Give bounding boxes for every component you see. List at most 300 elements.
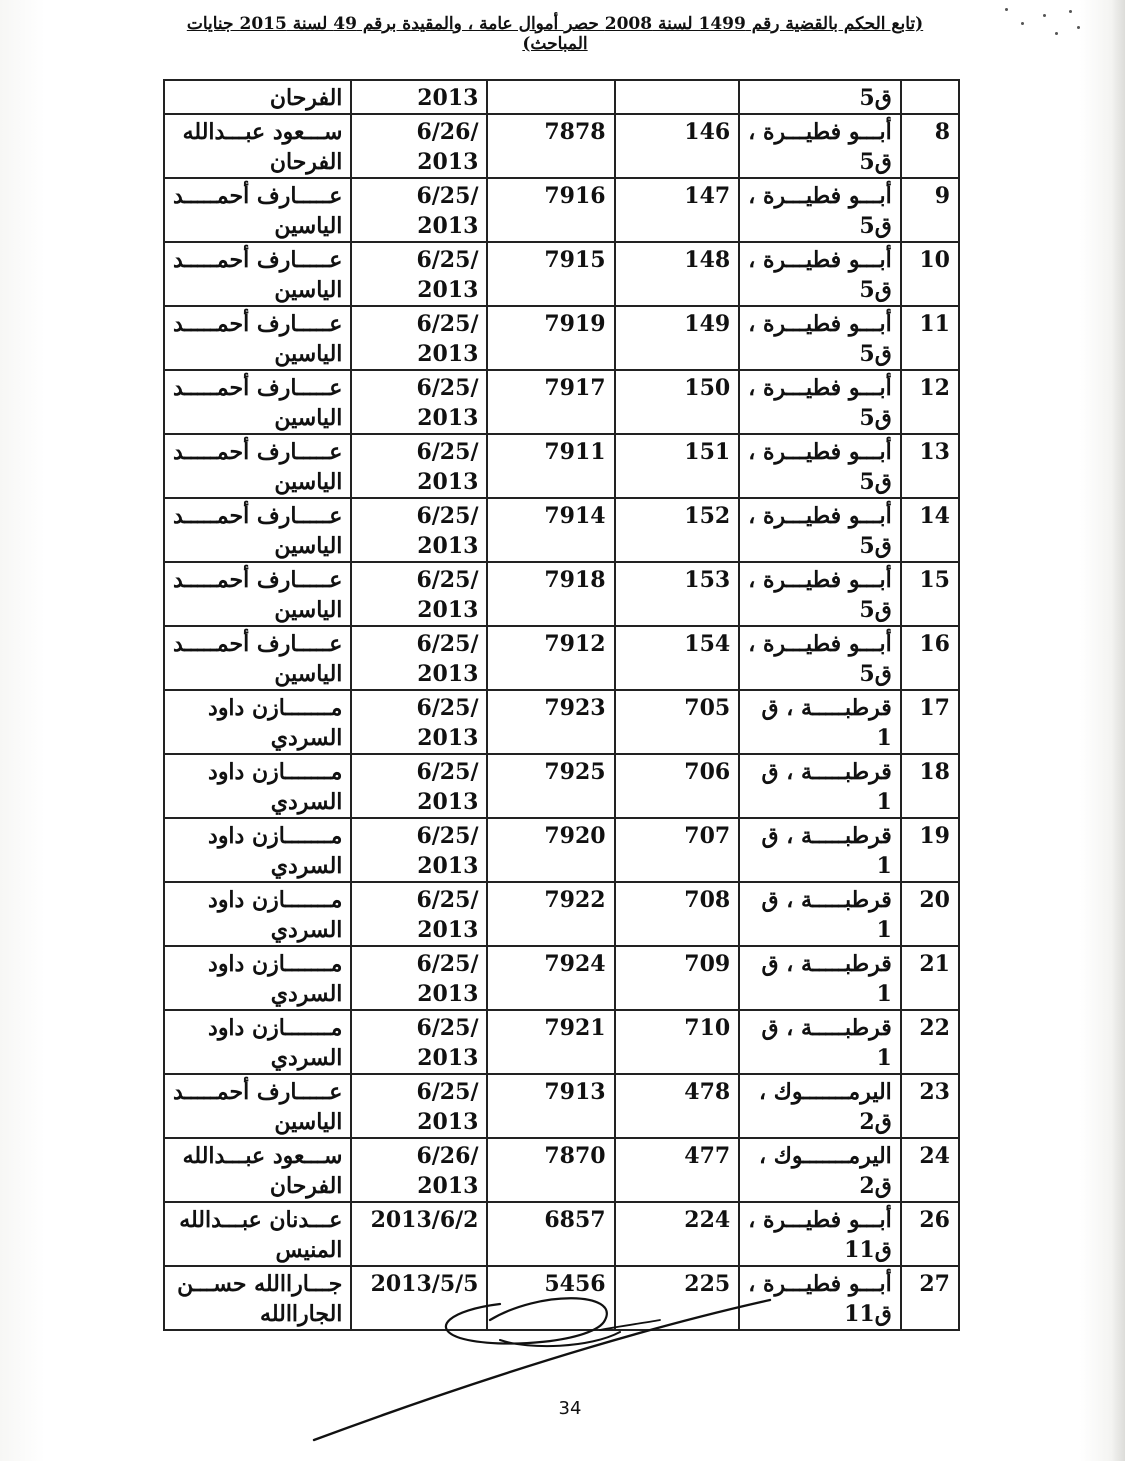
cell-location-line: ق11	[844, 1301, 892, 1327]
cell-number	[901, 1138, 959, 1202]
cell-plot-number	[615, 306, 740, 370]
cell-name-line: عـــــارف أحمـــــد	[173, 631, 343, 657]
cell-date-line: /6/26	[416, 119, 479, 145]
cell-name	[164, 690, 351, 754]
cell-date	[351, 306, 487, 370]
cell-document-number-line: 7924	[544, 951, 606, 977]
cell-name	[164, 946, 351, 1010]
cell-location-line: أبـــو فطيـــرة ،	[748, 631, 892, 657]
cell-location	[739, 306, 901, 370]
cell-name-line: ســـعود عبـــدالله	[182, 1143, 343, 1169]
cell-document-number-line: 7913	[544, 1079, 606, 1105]
cell-location	[739, 434, 901, 498]
cell-date-line: 2013	[417, 341, 479, 367]
cell-name-line: السردي	[270, 789, 343, 815]
cell-location-line: 1	[876, 1045, 892, 1071]
cell-number	[901, 754, 959, 818]
cell-plot-number	[615, 882, 740, 946]
cell-date	[351, 690, 487, 754]
cell-location	[739, 1202, 901, 1266]
cell-number-line: 9	[934, 183, 950, 209]
cell-date-line: 2013	[417, 1045, 479, 1071]
cell-date-line: /6/25	[416, 247, 479, 273]
page-number: 34	[558, 1398, 582, 1419]
cell-plot-number-line: 708	[684, 887, 731, 913]
cell-document-number-line: 7914	[544, 503, 606, 529]
cell-location-line: أبـــو فطيـــرة ،	[748, 119, 892, 145]
cell-plot-number	[615, 818, 740, 882]
cell-date	[351, 178, 487, 242]
cell-location-line: 1	[876, 789, 892, 815]
cell-date	[351, 434, 487, 498]
cell-location-line: ق5	[859, 661, 892, 687]
cell-document-number	[487, 242, 614, 306]
property-table	[163, 79, 960, 1331]
cell-plot-number	[615, 434, 740, 498]
table-row	[164, 1138, 959, 1202]
cell-date-line: /6/25	[416, 1079, 479, 1105]
cell-location-line: قرطبـــــة ، ق	[761, 695, 892, 721]
handwritten-signature	[300, 1280, 780, 1450]
cell-document-number-line: 7912	[544, 631, 606, 657]
cell-number-line: 11	[919, 311, 950, 337]
table-row	[164, 434, 959, 498]
cell-plot-number-line: 225	[684, 1271, 731, 1297]
cell-number	[901, 306, 959, 370]
cell-document-number-line: 7915	[544, 247, 606, 273]
cell-location	[739, 946, 901, 1010]
cell-location	[739, 1010, 901, 1074]
table-row	[164, 114, 959, 178]
cell-plot-number-line: 710	[684, 1015, 731, 1041]
cell-document-number	[487, 434, 614, 498]
table-row	[164, 370, 959, 434]
cell-name	[164, 626, 351, 690]
cell-name-line: ســـعود عبـــدالله	[182, 119, 343, 145]
cell-name-line: عـــــارف أحمـــــد	[173, 567, 343, 593]
cell-date-line: 2013	[417, 725, 479, 751]
cell-number-line: 16	[919, 631, 950, 657]
cell-document-number	[487, 818, 614, 882]
cell-number-line: 21	[919, 951, 950, 977]
table-row	[164, 562, 959, 626]
cell-date	[351, 818, 487, 882]
cell-document-number	[487, 562, 614, 626]
cell-number	[901, 370, 959, 434]
cell-date-line: /6/25	[416, 183, 479, 209]
cell-plot-number-line: 224	[684, 1207, 731, 1233]
cell-plot-number	[615, 626, 740, 690]
cell-name-line: الياسين	[274, 1109, 343, 1135]
cell-location	[739, 626, 901, 690]
cell-document-number-line: 7925	[544, 759, 606, 785]
cell-date-line: /6/25	[416, 311, 479, 337]
cell-number-line: 24	[919, 1143, 950, 1169]
cell-date	[351, 1138, 487, 1202]
cell-number-line: 15	[919, 567, 950, 593]
cell-date	[351, 242, 487, 306]
cell-plot-number	[615, 114, 740, 178]
scan-specks	[995, 4, 1085, 44]
cell-date	[351, 370, 487, 434]
document-header: (تابع الحكم بالقضية رقم 1499 لسنة 2008 حصر أموال عامة ، والمقيدة برقم 49 لسنة 2015 جنايات المباحث)	[186, 14, 924, 54]
cell-name-line: عـــــارف أحمـــــد	[173, 247, 343, 273]
cell-date-line: /6/25	[416, 887, 479, 913]
cell-document-number-line: 7911	[544, 439, 606, 465]
cell-plot-number-line: 151	[684, 439, 731, 465]
cell-location-line: أبـــو فطيـــرة ،	[748, 567, 892, 593]
cell-number-line: 13	[919, 439, 950, 465]
cell-name-line: الياسين	[274, 405, 343, 431]
cell-date-line: /6/25	[416, 1015, 479, 1041]
cell-plot-number	[615, 498, 740, 562]
cell-location-line: 1	[876, 917, 892, 943]
cell-name	[164, 882, 351, 946]
cell-plot-number-line: 150	[684, 375, 731, 401]
cell-plot-number-line: 153	[684, 567, 731, 593]
cell-date	[351, 754, 487, 818]
cell-name: الفرحان	[164, 80, 351, 114]
cell-plot-number	[615, 562, 740, 626]
cell-document-number-line: 7916	[544, 183, 606, 209]
cell-location-line: ق5	[859, 149, 892, 175]
cell-date-line: 2013/5/5	[370, 1271, 479, 1297]
cell-location: ق5	[739, 80, 901, 114]
cell-number-line: 23	[919, 1079, 950, 1105]
cell-number-line: 8	[934, 119, 950, 145]
cell-name	[164, 562, 351, 626]
table-row	[164, 306, 959, 370]
cell-name	[164, 242, 351, 306]
cell-location-line: أبـــو فطيـــرة ،	[748, 375, 892, 401]
cell-name	[164, 1074, 351, 1138]
cell-date	[351, 498, 487, 562]
cell-location	[739, 370, 901, 434]
cell-name-line: مـــــــازن داود	[208, 823, 343, 849]
cell-location-line: ق5	[859, 469, 892, 495]
cell-location-line: قرطبـــــة ، ق	[761, 759, 892, 785]
cell-location-line: ق5	[859, 597, 892, 623]
cell-plot-number-line: 154	[684, 631, 731, 657]
cell-location-line: 1	[876, 725, 892, 751]
cell-plot-number	[615, 1138, 740, 1202]
table-row	[164, 690, 959, 754]
cell-location-line: ق11	[844, 1237, 892, 1263]
cell-name	[164, 178, 351, 242]
cell-plot-number-line: 707	[684, 823, 731, 849]
cell-plot-number	[615, 370, 740, 434]
cell-location	[739, 1138, 901, 1202]
table-row-continued	[164, 80, 959, 114]
table-row	[164, 1202, 959, 1266]
cell-name	[164, 498, 351, 562]
cell-date-line: 2013	[417, 405, 479, 431]
cell-name-line: عـــدنان عبـــدالله	[179, 1207, 343, 1233]
cell-name	[164, 754, 351, 818]
cell-number-line: 20	[919, 887, 950, 913]
cell-name	[164, 306, 351, 370]
cell-name-line: عـــــارف أحمـــــد	[173, 311, 343, 337]
cell-date-line: /6/26	[416, 1143, 479, 1169]
cell-location-line: أبـــو فطيـــرة ،	[748, 247, 892, 273]
cell-document-number	[487, 1010, 614, 1074]
cell-number	[901, 178, 959, 242]
cell-document-number-line: 7917	[544, 375, 606, 401]
cell-date-line: 2013	[417, 1173, 479, 1199]
cell-number	[901, 626, 959, 690]
cell-name-line: عـــــارف أحمـــــد	[173, 183, 343, 209]
cell-plot-number-line: 147	[684, 183, 731, 209]
cell-plot-number-line: 477	[684, 1143, 731, 1169]
cell-date-line: 2013	[417, 533, 479, 559]
cell-name	[164, 114, 351, 178]
cell-name-line: الياسين	[274, 277, 343, 303]
cell-name-line: السردي	[270, 853, 343, 879]
cell-name-line: جـــاراالله حســـن	[177, 1271, 343, 1297]
cell-plot-number-line: 705	[684, 695, 731, 721]
cell-location	[739, 178, 901, 242]
cell-name-line: عـــــارف أحمـــــد	[173, 1079, 343, 1105]
cell-date	[351, 626, 487, 690]
cell-name-line: المنيس	[275, 1237, 343, 1263]
cell-plot-number	[615, 242, 740, 306]
cell-plot-number-line: 709	[684, 951, 731, 977]
cell-number-line: 12	[919, 375, 950, 401]
cell-name-line: الياسين	[274, 597, 343, 623]
cell-location-line: أبـــو فطيـــرة ،	[748, 1207, 892, 1233]
cell-location-line: قرطبـــــة ، ق	[761, 823, 892, 849]
cell-date	[351, 946, 487, 1010]
cell-number	[901, 818, 959, 882]
cell-name-line: الياسين	[274, 661, 343, 687]
cell-location-line: ق2	[859, 1173, 892, 1199]
cell-location-line: اليرمـــــــوك ،	[759, 1143, 892, 1169]
cell-location	[739, 690, 901, 754]
cell-document-number	[487, 498, 614, 562]
cell-document-number-line: 7921	[544, 1015, 606, 1041]
cell-plot-number-line: 152	[684, 503, 731, 529]
cell-location	[739, 1074, 901, 1138]
cell-location-line: أبـــو فطيـــرة ،	[748, 503, 892, 529]
cell-number	[901, 242, 959, 306]
table-row	[164, 754, 959, 818]
cell-location-line: ق5	[859, 533, 892, 559]
cell-document-number-line: 7878	[544, 119, 606, 145]
cell-date-line: 2013	[417, 853, 479, 879]
cell-name-line: السردي	[270, 1045, 343, 1071]
cell-date-line: 2013	[417, 277, 479, 303]
cell-document-number-line: 7920	[544, 823, 606, 849]
cell-name	[164, 818, 351, 882]
cell-location-line: 1	[876, 853, 892, 879]
table-row	[164, 946, 959, 1010]
cell-document-number-line: 6857	[544, 1207, 606, 1233]
cell-name-line: مـــــــازن داود	[208, 695, 343, 721]
cell-document-number	[487, 946, 614, 1010]
cell-date-line: 2013	[417, 981, 479, 1007]
cell-number	[901, 1074, 959, 1138]
cell-location-line: قرطبـــــة ، ق	[761, 951, 892, 977]
cell-date-line: 2013/6/2	[370, 1207, 479, 1233]
cell-name-line: السردي	[270, 981, 343, 1007]
table-row	[164, 498, 959, 562]
cell-name	[164, 1010, 351, 1074]
cell-document-number-line: 7922	[544, 887, 606, 913]
cell-location-line: ق5	[859, 213, 892, 239]
cell-document-number	[487, 1074, 614, 1138]
cell-location-line: ق5	[859, 405, 892, 431]
cell-number	[901, 498, 959, 562]
cell-document-number	[487, 1202, 614, 1266]
cell-location	[739, 242, 901, 306]
cell-number-line: 10	[919, 247, 950, 273]
cell-name-line: عـــــارف أحمـــــد	[173, 439, 343, 465]
cell-number	[901, 114, 959, 178]
cell-name-line: الياسين	[274, 469, 343, 495]
cell-location-line: أبـــو فطيـــرة ،	[748, 311, 892, 337]
cell-name-line: مـــــــازن داود	[208, 951, 343, 977]
cell-plot-number	[615, 1202, 740, 1266]
table-row	[164, 882, 959, 946]
cell-location	[739, 754, 901, 818]
cell-document-number	[487, 178, 614, 242]
cell-name-line: الجاراالله	[260, 1301, 343, 1327]
cell-number	[901, 690, 959, 754]
cell-number-line: 14	[919, 503, 950, 529]
cell-location	[739, 498, 901, 562]
cell-plot-number	[615, 754, 740, 818]
cell-date	[351, 1010, 487, 1074]
cell-location-line: اليرمـــــــوك ،	[759, 1079, 892, 1105]
cell-number	[901, 434, 959, 498]
cell-plot-number-line: 146	[684, 119, 731, 145]
cell-document-number	[487, 626, 614, 690]
cell-location-line: أبـــو فطيـــرة ،	[748, 439, 892, 465]
cell-document-number-line: 5456	[544, 1271, 606, 1297]
cell-location	[739, 114, 901, 178]
cell-name-line: عـــــارف أحمـــــد	[173, 503, 343, 529]
cell-document-number	[487, 370, 614, 434]
cell-date-line: /6/25	[416, 951, 479, 977]
cell-date-line: 2013	[417, 149, 479, 175]
cell-document-number	[487, 1138, 614, 1202]
cell-name	[164, 434, 351, 498]
page-edge-shadow	[1111, 0, 1125, 1461]
cell-number	[901, 1202, 959, 1266]
cell-location-line: ق5	[859, 277, 892, 303]
cell-number-line: 18	[919, 759, 950, 785]
cell-document-number-line: 7923	[544, 695, 606, 721]
cell-location-line: ق2	[859, 1109, 892, 1135]
cell-number	[901, 1266, 959, 1330]
table-row	[164, 1074, 959, 1138]
cell-plot-number-line: 149	[684, 311, 731, 337]
table-row	[164, 818, 959, 882]
cell-document-number	[487, 754, 614, 818]
cell-plot-number	[615, 1010, 740, 1074]
cell-number	[901, 946, 959, 1010]
cell-number-line: 19	[919, 823, 950, 849]
cell-name-line: مـــــــازن داود	[208, 887, 343, 913]
cell-date-line: 2013	[417, 661, 479, 687]
cell-location-line: قرطبـــــة ، ق	[761, 1015, 892, 1041]
cell-location	[739, 562, 901, 626]
cell-name	[164, 1202, 351, 1266]
cell-name-line: الياسين	[274, 341, 343, 367]
cell-name-line: عـــــارف أحمـــــد	[173, 375, 343, 401]
cell-date: 2013	[351, 80, 487, 114]
table-row	[164, 242, 959, 306]
cell-plot-number	[615, 178, 740, 242]
cell-name-line: الياسين	[274, 533, 343, 559]
cell-date-line: /6/25	[416, 631, 479, 657]
cell-date	[351, 562, 487, 626]
cell-date-line: 2013	[417, 469, 479, 495]
cell-plot-number	[615, 690, 740, 754]
cell-plot-number	[615, 946, 740, 1010]
cell-date	[351, 882, 487, 946]
cell-date	[351, 1074, 487, 1138]
cell-name-line: مـــــــازن داود	[208, 759, 343, 785]
cell-date-line: /6/25	[416, 823, 479, 849]
table-row	[164, 178, 959, 242]
cell-date-line: /6/25	[416, 695, 479, 721]
table-row	[164, 626, 959, 690]
cell-date-line: /6/25	[416, 759, 479, 785]
cell-date-line: /6/25	[416, 567, 479, 593]
cell-date	[351, 114, 487, 178]
cell-location-line: أبـــو فطيـــرة ،	[748, 1271, 892, 1297]
cell-document-number	[487, 690, 614, 754]
cell-date	[351, 1202, 487, 1266]
cell-number	[901, 562, 959, 626]
cell-location-line: قرطبـــــة ، ق	[761, 887, 892, 913]
cell-name-line: السردي	[270, 917, 343, 943]
cell-document-number	[487, 114, 614, 178]
cell-location-line: 1	[876, 981, 892, 1007]
cell-location-line: أبـــو فطيـــرة ،	[748, 183, 892, 209]
cell-number	[901, 80, 959, 114]
cell-document-number	[487, 80, 614, 114]
cell-number-line: 26	[919, 1207, 950, 1233]
cell-name	[164, 1138, 351, 1202]
cell-location-line: ق5	[859, 341, 892, 367]
cell-plot-number-line: 478	[684, 1079, 731, 1105]
cell-document-number-line: 7919	[544, 311, 606, 337]
cell-document-number-line: 7870	[544, 1143, 606, 1169]
cell-location	[739, 818, 901, 882]
cell-number	[901, 1010, 959, 1074]
cell-document-number-line: 7918	[544, 567, 606, 593]
cell-number	[901, 882, 959, 946]
cell-number-line: 22	[919, 1015, 950, 1041]
cell-name-line: الفرحان	[269, 1173, 343, 1199]
table-row	[164, 1010, 959, 1074]
cell-name-line: الياسين	[274, 213, 343, 239]
cell-number-line: 27	[919, 1271, 950, 1297]
cell-date-line: 2013	[417, 1109, 479, 1135]
cell-date-line: 2013	[417, 213, 479, 239]
cell-plot-number-line: 706	[684, 759, 731, 785]
cell-number-line: 17	[919, 695, 950, 721]
cell-plot-number-line: 148	[684, 247, 731, 273]
cell-name-line: السردي	[270, 725, 343, 751]
cell-name-line: مـــــــازن داود	[208, 1015, 343, 1041]
cell-date-line: /6/25	[416, 439, 479, 465]
cell-name-line: الفرحان	[269, 149, 343, 175]
cell-document-number	[487, 306, 614, 370]
cell-document-number	[487, 882, 614, 946]
